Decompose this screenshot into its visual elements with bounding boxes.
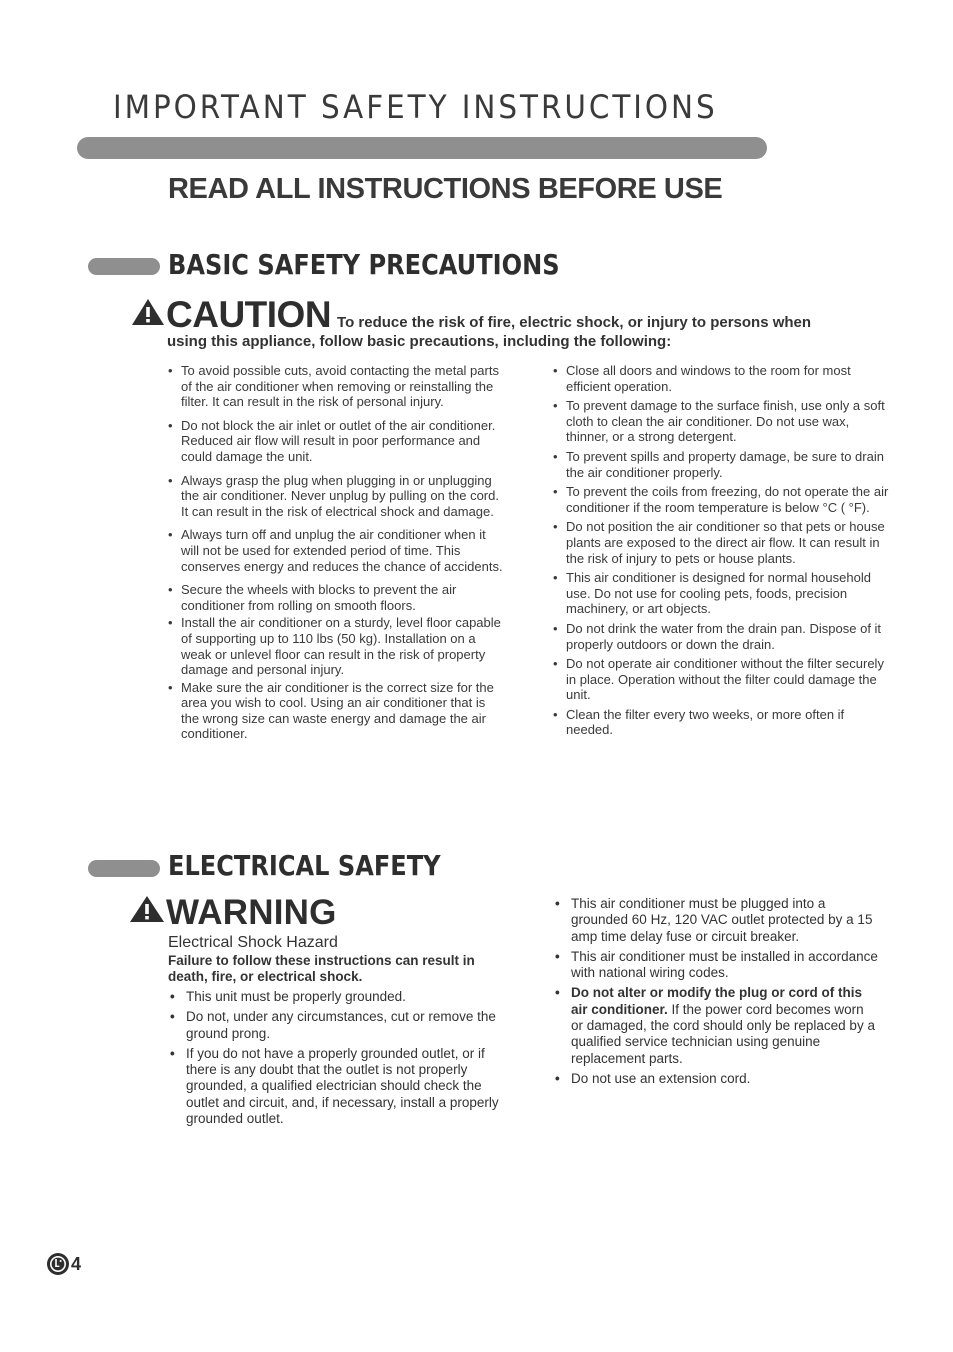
list-item: • Do not operate air conditioner without the filter securely in place. Operation without the filter could damage the unit. [553,656,893,703]
read-all-heading: READ ALL INSTRUCTIONS BEFORE USE [168,173,723,205]
hazard-title: Electrical Shock Hazard [168,934,338,951]
list-item: • To prevent spills and property damage, be sure to drain the air conditioner properly. [553,449,893,480]
list-item: • Do not use an extension cord. [553,1071,878,1087]
list-item: • Make sure the air conditioner is the correct size for the area you wish to cool. Using an air conditioner that is the wrong size can waste energy and damage the air conditioner. [168,680,506,742]
list-item: • Install the air conditioner on a sturdy, level floor capable of supporting up to 110 lbs (50 kg). Installation on a weak or unlevel floor can result in the risk of property damage and personal injury. [168,615,506,677]
caution-banner [130,294,890,336]
electrical-right-list [553,896,878,1091]
list-item: • Do not block the air inlet or outlet of the air conditioner. Reduced air flow will result in poor performance and could damage the unit. [168,418,506,465]
list-item: • This air conditioner must be installed in accordance with national wiring codes. [553,949,878,982]
list-item-bold-text: Do not alter or modify the plug or cord of this air conditioner. [571,985,862,1017]
electrical-left-list [168,989,508,1131]
warning-word: WARNING [166,893,337,932]
list-item: • To prevent the coils from freezing, do not operate the air conditioner if the room temperature is below °C ( °F). [553,484,893,515]
list-item: • This unit must be properly grounded. [168,989,508,1005]
page-footer [47,1253,81,1277]
list-item: • This air conditioner must be plugged into a grounded 60 Hz, 120 VAC outlet protected by a 15 amp time delay fuse or circuit breaker. [553,896,878,945]
list-item-normal-text: If the power cord becomes worn or damaged, the cord should only be replaced by a qualified service technician using genuine replacement parts. [571,1001,875,1066]
section-marker-pill [88,860,160,877]
basic-precautions-left-list [168,363,506,750]
page-title: IMPORTANT SAFETY INSTRUCTIONS [113,88,718,126]
list-item: • If you do not have a properly grounded outlet, or if there is any doubt that the outlet is not properly grounded, a qualified electrician should check the outlet and circuit, and, if necessary, install a properly grounded outlet. [168,1046,508,1127]
lg-logo-icon [47,1253,69,1275]
section-title-basic: BASIC SAFETY PRECAUTIONS [168,248,560,281]
basic-precautions-right-list [553,363,893,742]
caution-lead-continued: using this appliance, follow basic precautions, including the following: [167,333,672,350]
list-item: • Close all doors and windows to the room for most efficient operation. [553,363,893,394]
list-item: • Always grasp the plug when plugging in or unplugging the air conditioner. Never unplug by pulling on the cord. It can result in the risk of electrical shock and damage. [168,473,506,520]
section-marker-pill [88,258,160,275]
warning-triangle-icon [130,297,166,332]
list-item: • To avoid possible cuts, avoid contacting the metal parts of the air conditioner when removing or reinstalling the filter. It can result in the risk of personal injury. [168,363,506,410]
warning-banner [128,893,337,933]
caution-word: CAUTION [166,294,332,335]
list-item: • Do not position the air conditioner so that pets or house plants are exposed to the direct air flow. It can result in the risk of injury to pets or house plants. [553,519,893,566]
list-item: • Do not, under any circumstances, cut or remove the ground prong. [168,1009,508,1042]
title-divider-bar [77,137,767,159]
caution-lead: To reduce the risk of fire, electric shock, or injury to persons when [337,314,812,331]
section-title-electrical: ELECTRICAL SAFETY [168,849,441,882]
list-item: • Do not drink the water from the drain pan. Dispose of it properly outdoors or down the drain. [553,621,893,652]
hazard-intro: Failure to follow these instructions can result in death, fire, or electrical shock. [168,953,475,985]
list-item: • To prevent damage to the surface finish, use only a soft cloth to clean the air conditioner. Do not use wax, thinner, or a strong detergent. [553,398,893,445]
list-item [553,985,878,1066]
page-number: 4 [71,1253,82,1274]
list-item: • Secure the wheels with blocks to prevent the air conditioner from rolling on smooth floors. [168,582,506,613]
list-item: • This air conditioner is designed for normal household use. Do not use for cooling pets, foods, precision machinery, or art objects. [553,570,893,617]
warning-triangle-icon [128,894,166,929]
list-item: • Always turn off and unplug the air conditioner when it will not be used for extended period of time. This conserves energy and reduces the chance of accidents. [168,527,506,574]
list-item: • Clean the filter every two weeks, or more often if needed. [553,707,893,738]
